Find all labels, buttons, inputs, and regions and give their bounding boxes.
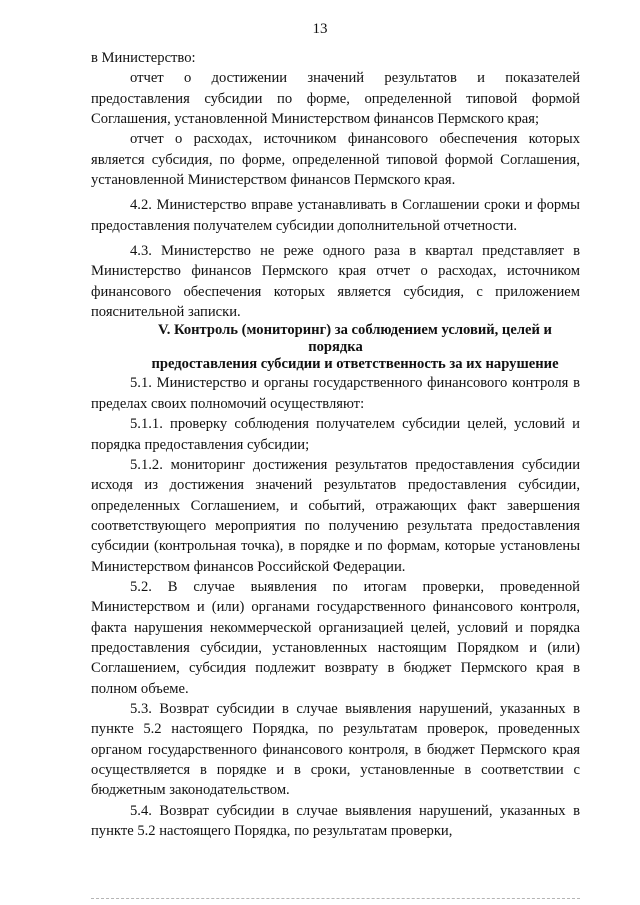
clause-5-3: 5.3. Возврат субсидии в случае выявления нарушений, указанных в пункте 5.2 настоящего Порядка, по результатам проверок, проведенных органом государственного финансового контроля, в бюджет Пермского края осуществляется в порядке и в сроки, установленные в соответствии с бюджетным законодательством. [91,700,580,799]
clause-5-4: 5.4. Возврат субсидии в случае выявления нарушений, указанных в пункте 5.2 настоящего Порядка, по результатам проверки, [91,802,580,840]
page-number: 13 [312,21,328,37]
paragraph-expenses-report: отчет о расходах, источником финансового обеспечения которых является субсидия, по форме, определенной типовой формой Соглашения, установленной Министерством финансов Пермского края. [91,131,580,189]
document-body [91,48,580,841]
clause-5-2: 5.2. В случае выявления по итогам проверки, проведенной Министерством и (или) органами государственного финансового контроля, факта нарушения некоммерческой организацией целей, условий и порядка предоставления субсидии, установленных настоящим Порядком и (или) Соглашением, субсидия подлежит возврату в бюджет Пермского края в полном объеме. [91,578,580,697]
section-heading-line-2: предоставления субсидии и ответственность за их нарушение [151,356,559,373]
clause-5-1-2: 5.1.2. мониторинг достижения результатов предоставления субсидии исходя из достижения значений результатов предоставления субсидии, определенных Соглашением, и событий, отражающих факт завершения соответствующего мероприятия по получению результата предоставления субсидии (контрольная точка), в порядке и по формам, которые установлены Министерством финансов Российской Федерации. [91,456,580,575]
clause-4-2: 4.2. Министерство вправе устанавливать в Соглашении сроки и формы предоставления получателем субсидии дополнительной отчетности. [91,197,580,234]
paragraph-ministry-recipient: в Министерство: [91,50,196,66]
paragraph-results-report: отчет о достижении значений результатов и показателей предоставления субсидии по форме, определенной типовой формой Соглашения, установленной Министерством финансов Пермского края; [91,70,580,128]
clause-5-1: 5.1. Министерство и органы государственного финансового контроля в пределах своих полномочий осуществляют: [91,375,580,412]
section-heading-line-1: V. Контроль (мониторинг) за соблюдением условий, целей и порядка [158,322,552,356]
clause-5-1-1: 5.1.1. проверку соблюдения получателем субсидии целей, условий и порядка предоставления субсидии; [91,416,580,453]
section-heading-v [91,322,580,373]
page-bottom-divider [91,898,580,899]
clause-4-3: 4.3. Министерство не реже одного раза в квартал представляет в Министерство финансов Пермского края отчет о расходах, источником финансового обеспечения которых является субсидия, с приложением пояснительной записки. [91,243,580,321]
